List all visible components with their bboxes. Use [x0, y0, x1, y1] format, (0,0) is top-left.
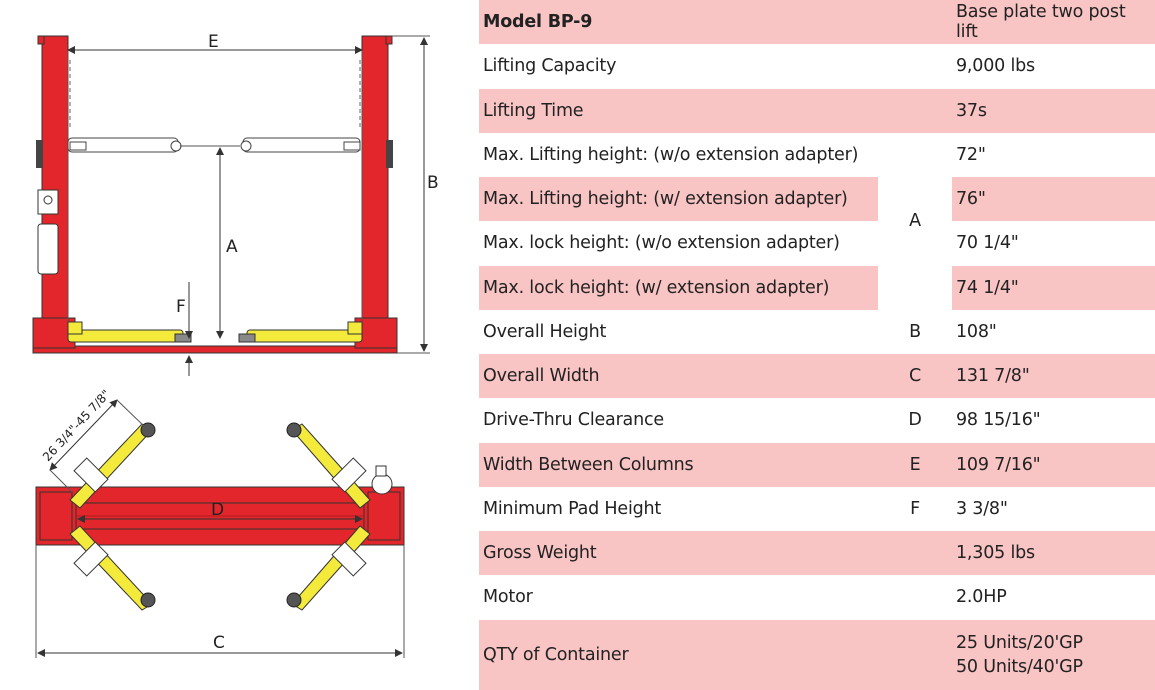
spec-code: D — [878, 398, 952, 442]
spec-value: 131 7/8" — [952, 354, 1155, 398]
spec-label: Gross Weight — [479, 531, 878, 575]
container-20gp: 25 Units/20'GP — [956, 632, 1083, 653]
table-row — [479, 620, 1155, 690]
table-row — [479, 487, 1155, 531]
spec-label: Lifting Capacity — [479, 44, 878, 88]
dim-f-label: F — [176, 297, 186, 317]
spec-code — [878, 531, 952, 575]
arm-range-label: 26 3/4"-45 7/8" — [39, 387, 114, 465]
container-40gp: 50 Units/40'GP — [956, 656, 1083, 677]
spec-label: Max. Lifting height: (w/ extension adapter) — [479, 177, 878, 221]
spec-header-row — [479, 0, 1155, 44]
table-row — [479, 354, 1155, 398]
raised-arms — [68, 60, 360, 152]
table-row — [479, 44, 1155, 88]
motor-icon — [372, 474, 392, 494]
spec-value: 74 1/4" — [952, 266, 1155, 310]
dim-e-label: E — [208, 32, 219, 52]
spec-code: F — [878, 487, 952, 531]
table-row — [479, 266, 1155, 310]
spec-label: Max. Lifting height: (w/o extension adapter) — [479, 133, 878, 177]
header-value: Base plate two post lift — [952, 0, 1155, 44]
dim-c-label: C — [213, 633, 225, 653]
spec-label: Lifting Time — [479, 89, 878, 133]
spec-label: QTY of Container — [479, 620, 878, 690]
table-row — [479, 89, 1155, 133]
spec-code — [878, 89, 952, 133]
spec-value: 98 15/16" — [952, 398, 1155, 442]
table-row — [479, 575, 1155, 619]
spec-label: Motor — [479, 575, 878, 619]
spec-value: 37s — [952, 89, 1155, 133]
spec-code: C — [878, 354, 952, 398]
spec-code: E — [878, 443, 952, 487]
right-column — [362, 36, 388, 348]
spec-value: 76" — [952, 177, 1155, 221]
table-row — [479, 310, 1155, 354]
dim-b-label: B — [427, 173, 439, 193]
spec-code — [878, 44, 952, 88]
spec-value: 70 1/4" — [952, 221, 1155, 265]
power-unit — [38, 190, 58, 214]
spec-value-multi — [952, 620, 1155, 690]
spec-code — [878, 620, 952, 690]
table-row — [479, 133, 1155, 177]
spec-value: 72" — [952, 133, 1155, 177]
lift-drawing — [0, 0, 470, 690]
spec-code-merged: A — [878, 133, 952, 310]
spec-label: Overall Height — [479, 310, 878, 354]
spec-label: Width Between Columns — [479, 443, 878, 487]
header-code — [878, 0, 952, 44]
lift-diagram — [0, 0, 470, 690]
table-row — [479, 531, 1155, 575]
spec-label: Overall Width — [479, 354, 878, 398]
lowered-arms — [68, 322, 362, 342]
top-view — [36, 387, 404, 658]
table-row — [479, 443, 1155, 487]
spec-table — [479, 0, 1155, 690]
front-view — [33, 32, 439, 376]
spec-value: 2.0HP — [952, 575, 1155, 619]
dim-d-label: D — [211, 500, 225, 520]
spec-value: 9,000 lbs — [952, 44, 1155, 88]
spec-code — [878, 575, 952, 619]
spec-label: Max. lock height: (w/o extension adapter) — [479, 221, 878, 265]
spec-label: Minimum Pad Height — [479, 487, 878, 531]
spec-value: 108" — [952, 310, 1155, 354]
spec-value: 1,305 lbs — [952, 531, 1155, 575]
spec-label: Drive-Thru Clearance — [479, 398, 878, 442]
spec-code: B — [878, 310, 952, 354]
base-plate — [33, 346, 397, 353]
spec-value: 3 3/8" — [952, 487, 1155, 531]
spec-label: Max. lock height: (w/ extension adapter) — [479, 266, 878, 310]
table-row — [479, 221, 1155, 265]
spec-value: 109 7/16" — [952, 443, 1155, 487]
table-row — [479, 398, 1155, 442]
dim-a-label: A — [226, 237, 238, 257]
table-row — [479, 177, 1155, 221]
model-title: Model BP-9 — [479, 0, 878, 44]
